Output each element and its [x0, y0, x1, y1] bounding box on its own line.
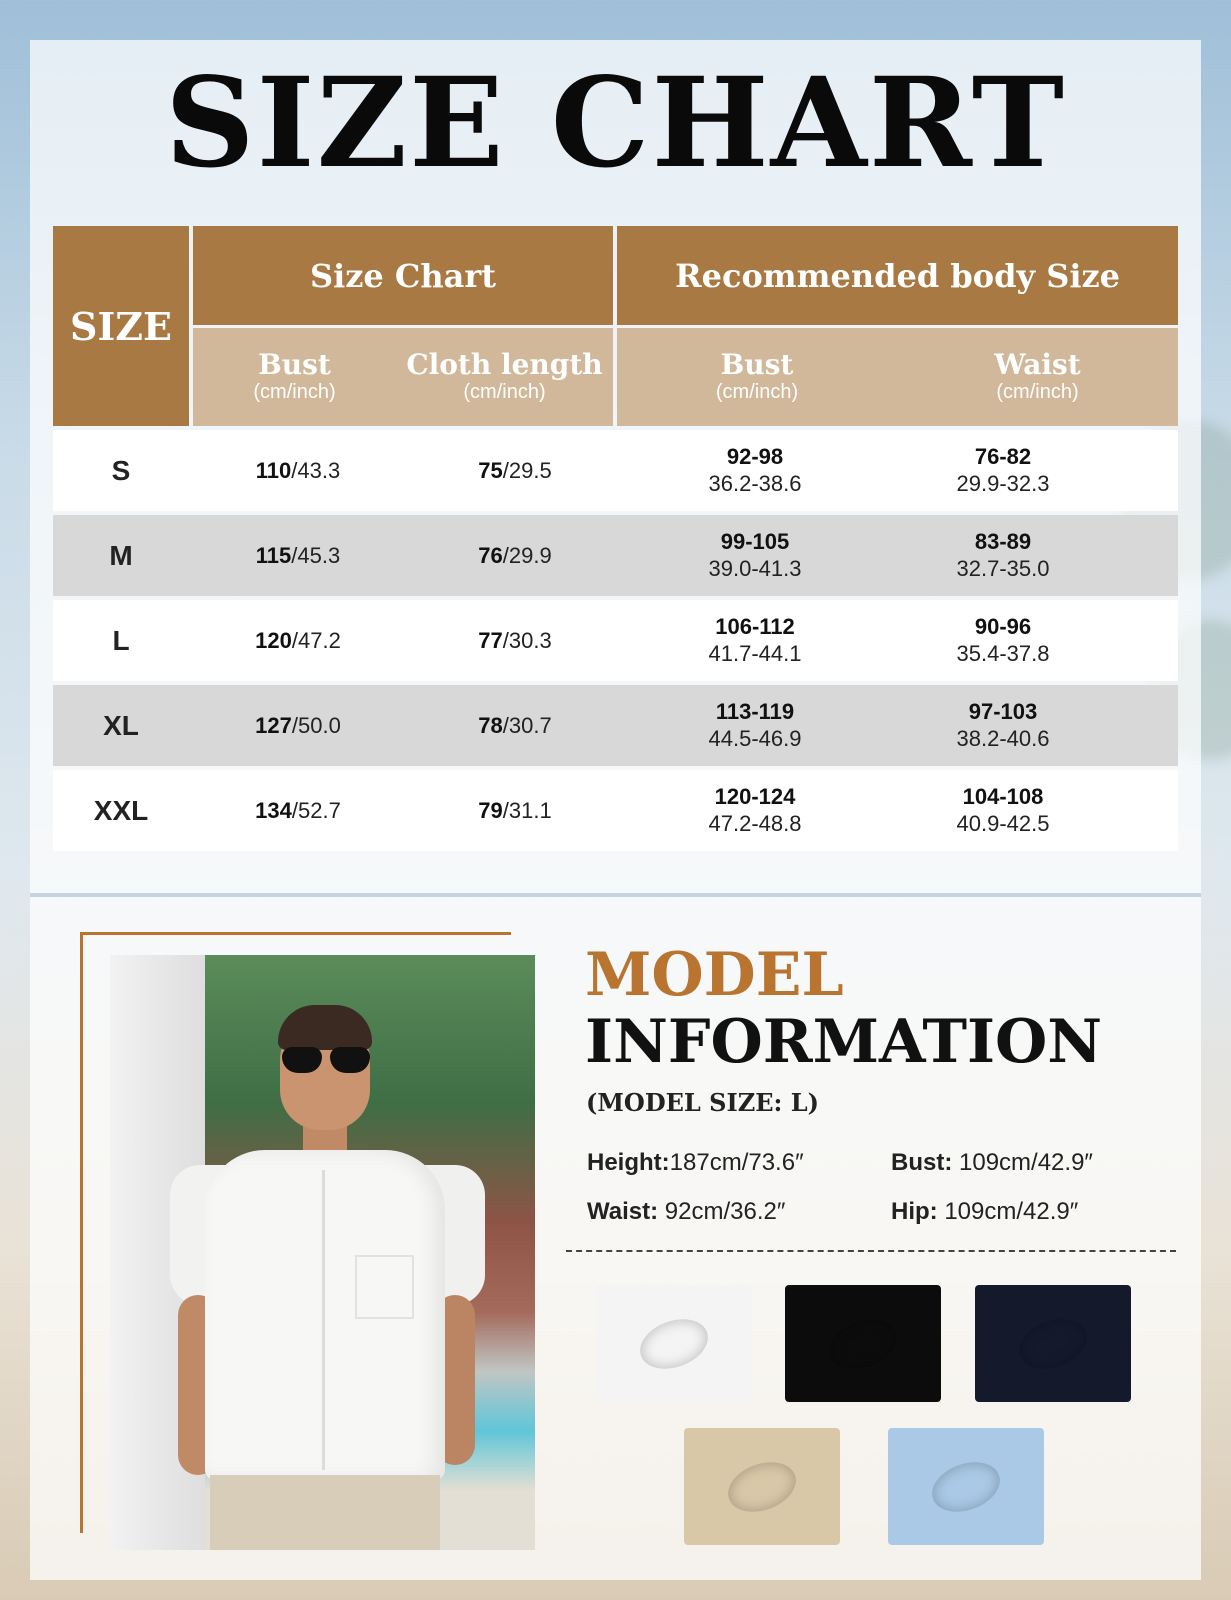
swatch-black[interactable]: [785, 1285, 941, 1402]
rec-bust-cm: 92-98: [726, 444, 784, 470]
stat-hip-label: Hip:: [891, 1198, 938, 1225]
stat-bust: [891, 1149, 1093, 1177]
rec-bust-inch: 44.5-46.9: [708, 725, 802, 751]
rec-waist-cm: 83-89: [974, 529, 1032, 555]
bust-cm: 115: [255, 542, 292, 568]
rec-waist-inch: 38.2-40.6: [956, 725, 1050, 751]
bust-cell: [193, 628, 403, 654]
header-bust-unit: (cm/inch): [253, 381, 336, 404]
size-chart-group-header: Size Chart: [193, 226, 613, 325]
length-cell: [410, 628, 620, 654]
stat-waist-value: 92cm/36.2″: [658, 1198, 786, 1225]
rec-waist-cell: [878, 529, 1128, 582]
rec-bust-cm: 120-124: [714, 784, 796, 810]
rec-bust-cm: 113-119: [715, 699, 795, 725]
length-cell: [410, 543, 620, 569]
table-header: [53, 226, 1178, 426]
size-cell: XL: [103, 709, 139, 741]
dashed-divider: [566, 1250, 1176, 1252]
bust-cm: 120: [255, 627, 292, 653]
length-cm: 78: [478, 712, 503, 738]
bust-cm: 110: [255, 457, 292, 483]
stat-waist: [587, 1198, 785, 1226]
rec-bust-cell: [630, 444, 880, 497]
length-cell: [410, 458, 620, 484]
bust-inch: /47.2: [291, 627, 341, 653]
header-bust: [193, 328, 396, 426]
length-cm: 77: [478, 627, 503, 653]
bust-cm: 134: [255, 797, 292, 823]
size-table: [53, 226, 1178, 851]
model-hair: [278, 1005, 372, 1050]
header-rec-bust-label: Bust: [720, 347, 794, 381]
shirt-pocket: [355, 1255, 414, 1319]
bust-inch: /45.3: [291, 542, 341, 568]
length-inch: /30.3: [502, 627, 552, 653]
rec-waist-inch: 32.7-35.0: [956, 555, 1050, 581]
bust-inch: /52.7: [291, 797, 341, 823]
rec-waist-cell: [878, 444, 1128, 497]
rec-waist-inch: 35.4-37.8: [956, 640, 1050, 666]
rec-waist-cm: 104-108: [962, 784, 1044, 810]
bust-inch: /43.3: [291, 457, 341, 483]
bust-cell: [193, 713, 403, 739]
stat-bust-value: 109cm/42.9″: [952, 1149, 1093, 1176]
stat-hip-value: 109cm/42.9″: [937, 1198, 1079, 1225]
length-inch: /31.1: [502, 797, 552, 823]
rec-bust-inch: 47.2-48.8: [708, 810, 802, 836]
swatch-white[interactable]: [596, 1285, 752, 1402]
rec-bust-inch: 36.2-38.6: [708, 470, 802, 496]
size-cell: S: [111, 454, 131, 486]
stat-waist-label: Waist:: [587, 1198, 659, 1225]
length-inch: /29.5: [502, 457, 552, 483]
header-cloth-length: [396, 328, 613, 426]
table-row: [53, 600, 1178, 681]
stat-bust-label: Bust:: [891, 1149, 953, 1176]
rec-bust-inch: 41.7-44.1: [708, 640, 802, 666]
header-rec-bust: [617, 328, 897, 426]
rec-bust-cell: [630, 699, 880, 752]
bust-cell: [193, 798, 403, 824]
rec-bust-cm: 99-105: [720, 529, 790, 555]
length-inch: /30.7: [502, 712, 552, 738]
rec-bust-cell: [630, 529, 880, 582]
rec-bust-cm: 106-112: [715, 614, 795, 640]
table-row: [53, 770, 1178, 851]
rec-waist-inch: 29.9-32.3: [956, 470, 1050, 496]
table-row: [53, 430, 1178, 511]
header-rec-waist: [897, 328, 1178, 426]
length-cm: 75: [478, 457, 503, 483]
bust-cell: [193, 458, 403, 484]
header-rec-waist-unit: (cm/inch): [996, 381, 1079, 404]
rec-waist-cm: 90-96: [974, 614, 1032, 640]
rec-waist-cell: [878, 614, 1128, 667]
model-photo: [110, 955, 535, 1550]
table-row: [53, 515, 1178, 596]
size-cell: M: [109, 539, 133, 571]
bust-inch: /50.0: [291, 712, 341, 738]
bust-cm: 127: [255, 712, 292, 738]
length-cell: [410, 798, 620, 824]
rec-waist-cm: 97-103: [968, 699, 1038, 725]
bust-cell: [193, 543, 403, 569]
header-rec-waist-label: Waist: [994, 347, 1081, 381]
header-cloth-length-unit: (cm/inch): [463, 381, 546, 404]
swatch-navy[interactable]: [975, 1285, 1131, 1402]
swatch-light-blue[interactable]: [888, 1428, 1044, 1545]
rec-waist-inch: 40.9-42.5: [956, 810, 1050, 836]
header-bust-label: Bust: [258, 347, 331, 381]
model-heading: MODEL: [585, 940, 844, 1010]
size-column-header: SIZE: [53, 226, 189, 426]
length-cm: 79: [478, 797, 503, 823]
information-heading: INFORMATION: [585, 1007, 1103, 1077]
stat-height: [587, 1149, 804, 1177]
rec-waist-cell: [878, 699, 1128, 752]
stat-height-label: Height:: [587, 1149, 670, 1176]
model-pants: [210, 1475, 440, 1550]
model-size-note: (MODEL SIZE: L): [586, 1088, 819, 1117]
rec-bust-inch: 39.0-41.3: [708, 555, 802, 581]
header-cloth-length-label: Cloth length: [406, 347, 603, 381]
length-inch: /29.9: [502, 542, 552, 568]
rec-waist-cm: 76-82: [974, 444, 1032, 470]
page-title: SIZE CHART: [165, 51, 1066, 196]
rec-bust-cell: [630, 784, 880, 837]
recommended-group-header: Recommended body Size: [617, 226, 1178, 325]
stat-hip: [891, 1198, 1078, 1226]
shirt-placket: [322, 1170, 325, 1470]
section-divider: [30, 893, 1201, 897]
stat-height-value: 187cm/73.6″: [669, 1149, 804, 1176]
length-cell: [410, 713, 620, 739]
swatch-khaki[interactable]: [684, 1428, 840, 1545]
sunglasses-icon: [282, 1047, 370, 1073]
rec-bust-cell: [630, 614, 880, 667]
length-cm: 76: [478, 542, 503, 568]
size-cell: L: [112, 624, 130, 656]
header-rec-bust-unit: (cm/inch): [715, 381, 799, 404]
table-row: [53, 685, 1178, 766]
size-cell: XXL: [93, 794, 149, 826]
rec-waist-cell: [878, 784, 1128, 837]
